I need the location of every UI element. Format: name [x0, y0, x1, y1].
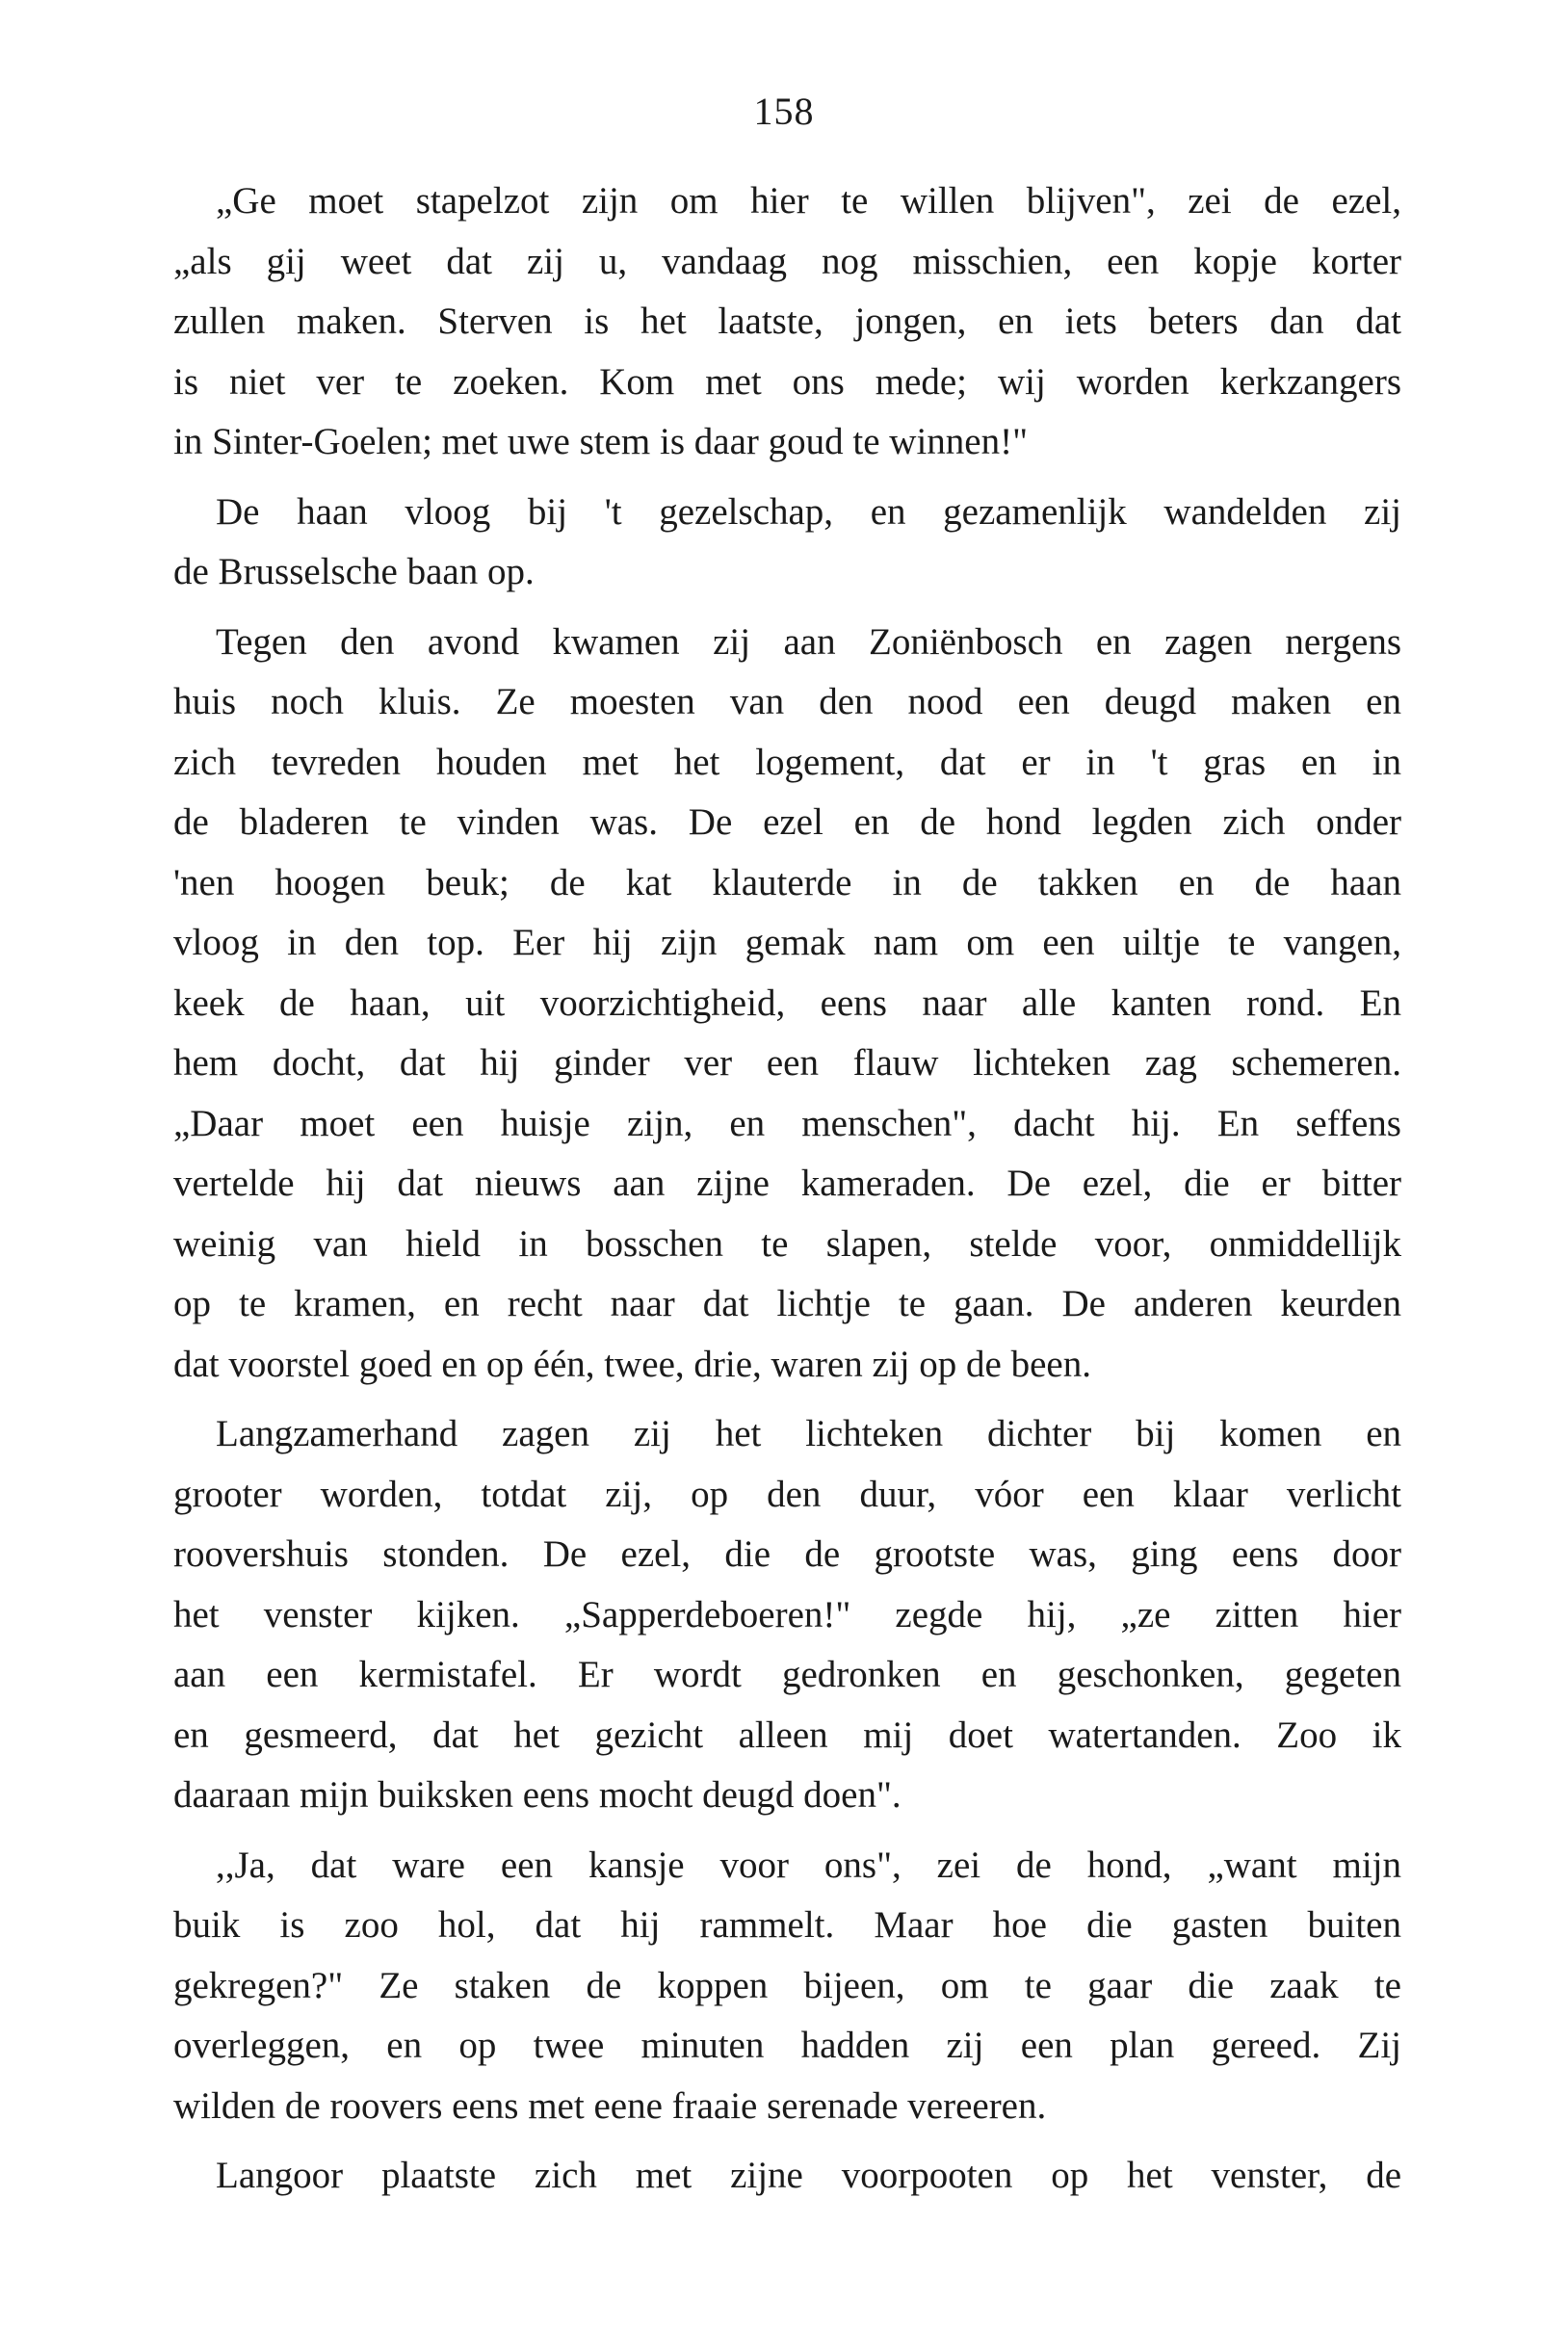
text-line: Langzamerhand zagen zij het lichteken dichter bij komen en [216, 1413, 1401, 1454]
text-line: en gesmeerd, dat het gezicht alleen mij doet watertanden. Zoo ik [173, 1714, 1401, 1756]
text-line: „Ge moet stapelzot zijn om hier te willen blijven", zei de ezel, [216, 180, 1401, 222]
text-line: gekregen?" Ze staken de koppen bijeen, om te gaar die zaak te [173, 1964, 1401, 2006]
text-line: buik is zoo hol, dat hij rammelt. Maar hoe die gasten buiten [173, 1904, 1401, 1946]
text-line: Langoor plaatste zich met zijne voorpooten op het venster, de [216, 2155, 1401, 2196]
text-line: keek de haan, uit voorzichtigheid, eens naar alle kanten rond. En [173, 981, 1401, 1024]
text-line: roovershuis stonden. De ezel, die de grootste was, ging eens door [173, 1533, 1401, 1575]
paragraph [173, 483, 1401, 603]
page-number: 158 [753, 90, 815, 133]
text-line: huis noch kluis. Ze moesten van den nood een deugd maken en [173, 681, 1401, 722]
text-line: de Brusselsche baan op. [173, 551, 535, 592]
paragraph [173, 1404, 1401, 1826]
text-line: ,,Ja, dat ware een kansje voor ons", zei de hond, „want mijn [216, 1844, 1401, 1886]
text-line: daaraan mijn buiksken eens mocht deugd doen". [173, 1774, 902, 1816]
text-line: vloog in den top. Eer hij zijn gemak nam om een uiltje te vangen, [173, 922, 1401, 963]
text-line: aan een kermistafel. Er wordt gedronken en geschonken, gegeten [173, 1654, 1401, 1695]
text-line: Tegen den avond kwamen zij aan Zoniënbosch en zagen nergens [216, 620, 1401, 663]
text-line: „Daar moet een huisje zijn, en menschen", dacht hij. En seffens [173, 1102, 1401, 1144]
text-line: vertelde hij dat nieuws aan zijne kameraden. De ezel, die er bitter [173, 1163, 1401, 1204]
text-line: hem docht, dat hij ginder ver een flauw lichteken zag schemeren. [173, 1042, 1401, 1084]
paragraph [173, 1836, 1401, 2137]
text-line: wilden de roovers eens met eene fraaie serenade vereeren. [173, 2084, 1047, 2127]
text-line: zich tevreden houden met het logement, dat er in 't gras en in [173, 741, 1401, 783]
text-line: is niet ver te zoeken. Kom met ons mede; wij worden kerkzangers [173, 360, 1401, 403]
text-line: dat voorstel goed en op één, twee, drie, waren zij op de been. [173, 1343, 1091, 1385]
text-line: de bladeren te vinden was. De ezel en de hond legden zich onder [173, 801, 1401, 843]
text-line: „als gij weet dat zij u, vandaag nog misschien, een kopje korter [173, 240, 1401, 282]
text-line: grooter worden, totdat zij, op den duur, vóor een klaar verlicht [173, 1473, 1401, 1515]
text-line: 'nen hoogen beuk; de kat klauterde in de takken en de haan [173, 861, 1401, 903]
text-line: het venster kijken. „Sapperdeboeren!" zegde hij, „ze zitten hier [173, 1593, 1401, 1636]
text-line: overleggen, en op twee minuten hadden zij een plan gereed. Zij [173, 2025, 1401, 2066]
paragraph [173, 613, 1401, 1396]
body-text [173, 171, 1401, 2216]
text-line: zullen maken. Sterven is het laatste, jongen, en iets beters dan dat [173, 301, 1401, 342]
text-line: op te kramen, en recht naar dat lichtje te gaan. De anderen keurden [173, 1283, 1401, 1324]
text-line: De haan vloog bij 't gezelschap, en gezamenlijk wandelden zij [216, 490, 1401, 533]
text-line: in Sinter-Goelen; met uwe stem is daar goud te winnen!" [173, 421, 1029, 462]
text-line: weinig van hield in bosschen te slapen, stelde voor, onmiddellijk [173, 1222, 1401, 1265]
paragraph [173, 2146, 1401, 2207]
paragraph [173, 171, 1401, 473]
